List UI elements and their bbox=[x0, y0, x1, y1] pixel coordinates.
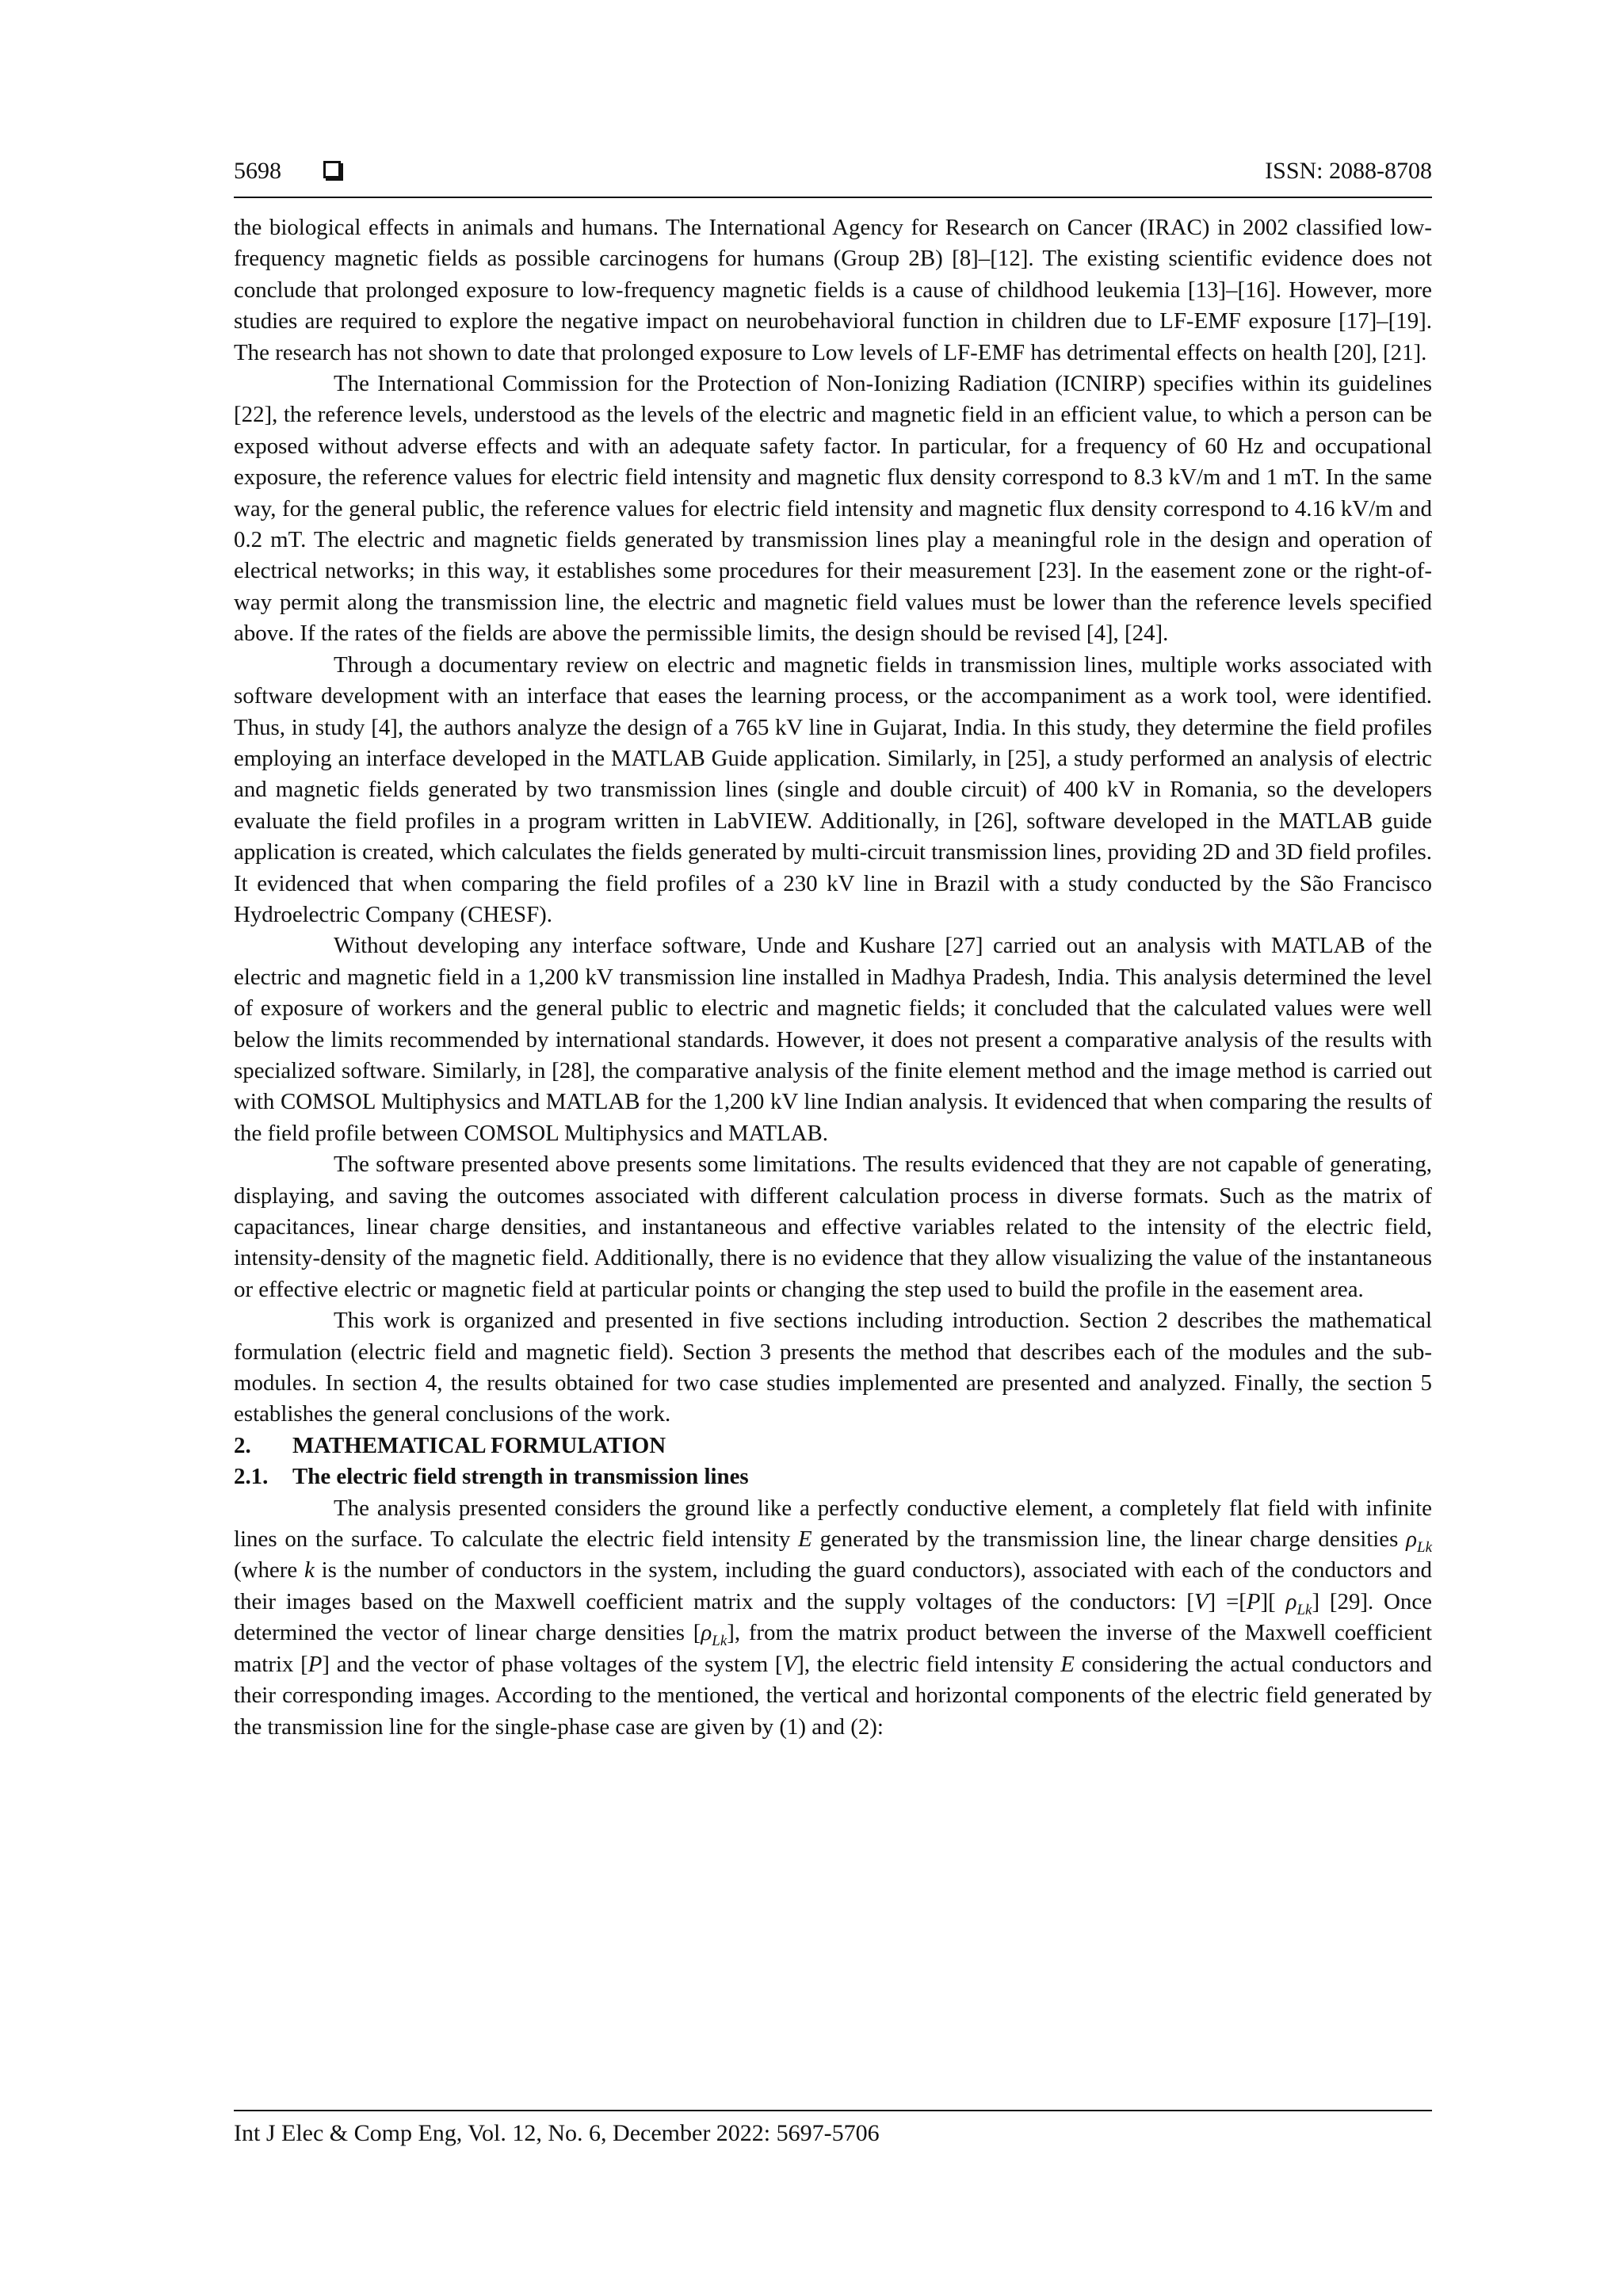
paragraph-2: The International Commission for the Protection of Non-Ionizing Radiation (ICNIRP) specifies within its guidelines [22], the reference levels, understood as the levels of the electric and magnetic field in an efficient value, to which a person can be exposed without adverse effects and with an adequate safety factor. In particular, for a frequency of 60 Hz and occupational exposure, the reference values for electric field intensity and magnetic flux density correspond to 8.3 kV/m and 1 mT. In the same way, for the general public, the reference values for electric field intensity and magnetic flux density correspond to 4.16 kV/m and 0.2 mT. The electric and magnetic fields generated by transmission lines play a meaningful role in the design and operation of electrical networks; in this way, it establishes some procedures for their measurement [23]. In the easement zone or the right-of-way permit along the transmission line, the electric and magnetic field values must be lower than the reference levels specified above. If the rates of the fields are above the permissible limits, the design should be revised [4], [24]. bbox=[234, 371, 1432, 647]
paragraph-1: the biological effects in animals and humans. The International Agency for Research on Cancer (IRAC) in 2002 classified low-frequency magnetic fields as possible carcinogens for humans (Group 2B) [8]–[12]. The existing scientific evidence does not conclude that prolonged exposure to low-frequency magnetic fields is a cause of childhood leukemia [13]–[16]. However, more studies are required to explore the negative impact on neurobehavioral function in children due to LF-EMF exposure [17]–[19]. The research has not shown to date that prolonged exposure to Low levels of LF-EMF has detrimental effects on health [20], [21]. bbox=[234, 215, 1432, 365]
text-run: ][ bbox=[1260, 1588, 1286, 1614]
text-run: is the number of conductors in the system, including the guard conductors), associated with each of the conductors and their images based on the Maxwell coefficient matrix and the supply voltages of the conductors: [ bbox=[234, 1557, 1432, 1614]
text-run: ] =[ bbox=[1208, 1588, 1247, 1614]
subsection-title: The electric field strength in transmission lines bbox=[292, 1464, 749, 1490]
paragraph-6: This work is organized and presented in five sections including introduction. Section 2 describes the mathematical formulation (electric field and magnetic field). Section 3 presents the method that describes each of the modules and the sub-modules. In section 4, the results obtained for two case studies implemented are presented and analyzed. Finally, the section 5 establishes the general conclusions of the work. bbox=[234, 1308, 1432, 1427]
body-text bbox=[234, 212, 1432, 1743]
symbol-rho: ρ bbox=[701, 1620, 712, 1646]
symbol-p: P bbox=[1246, 1588, 1261, 1614]
symbol-p: P bbox=[307, 1651, 323, 1677]
symbol-v: V bbox=[782, 1651, 797, 1677]
symbol-e: E bbox=[798, 1526, 812, 1553]
paragraph-3: Through a documentary review on electric and magnetic fields in transmission lines, multiple works associated with software development with an interface that eases the learning process, or the accompaniment as a work tool, were identified. Thus, in study [4], the authors analyze the design of a 765 kV line in Gujarat, India. In this study, they determine the field profiles employing an interface developed in the MATLAB Guide application. Similarly, in [25], a study performed an analysis of electric and magnetic fields generated by two transmission lines (single and double circuit) of 400 kV in Romania, so the developers evaluate the field profiles in a program written in LabVIEW. Additionally, in [26], software developed in the MATLAB guide application is created, which calculates the fields generated by multi-circuit transmission lines, providing 2D and 3D field profiles. It evidenced that when comparing the field profiles of a 230 kV line in Brazil with a study conducted by the São Francisco Hydroelectric Company (CHESF). bbox=[234, 651, 1432, 927]
page-number: 5698 bbox=[234, 158, 281, 184]
text-run: generated by the transmission line, the linear charge densities bbox=[812, 1526, 1407, 1553]
text-run: considering the actual conductors and their corresponding images. According to the mentioned, the vertical and horizontal components of the electric field generated by the transmission line for the single-phase case are given by (1) and (2): bbox=[234, 1651, 1432, 1740]
subsection-heading bbox=[234, 1461, 1432, 1492]
page-header bbox=[234, 155, 1432, 192]
section-title: MATHEMATICAL FORMULATION bbox=[292, 1432, 666, 1458]
symbol-v: V bbox=[1193, 1588, 1209, 1614]
paragraph-4: Without developing any interface software, Unde and Kushare [27] carried out an analysis with MATLAB of the electric and magnetic field in a 1,200 kV transmission line installed in Madhya Pradesh, India. This analysis determined the level of exposure of workers and the general public to electric and magnetic fields; it concluded that the calculated values were well below the limits recommended by international standards. However, it does not present a comparative analysis of the results with specialized software. Similarly, in [28], the comparative analysis of the finite element method and the image method is carried out with COMSOL Multiphysics and MATLAB for the 1,200 kV line Indian analysis. It evidenced that when comparing the results of the field profile between COMSOL Multiphysics and MATLAB. bbox=[234, 933, 1432, 1146]
subscript-lk: Lk bbox=[712, 1633, 727, 1650]
header-rule bbox=[234, 197, 1432, 198]
text-run: The analysis presented considers the ground like a perfectly conductive element, a completely flat field with infinite lines on the surface. To calculate the electric field intensity bbox=[234, 1495, 1432, 1553]
paragraph-5: The software presented above presents some limitations. The results evidenced that they are not capable of generating, displaying, and saving the outcomes associated with different calculation process in diverse formats. Such as the matrix of capacitances, linear charge densities, and instantaneous and effective variables related to the intensity of the electric field, intensity-density of the magnetic field. Additionally, there is no evidence that they allow visualizing the value of the instantaneous or effective electric or magnetic field at particular points or changing the step used to build the profile in the easement area. bbox=[234, 1152, 1432, 1302]
subscript-lk: Lk bbox=[1417, 1538, 1432, 1556]
paragraph-7 bbox=[234, 1493, 1432, 1743]
page bbox=[234, 0, 1432, 2296]
text-run: ], the electric field intensity bbox=[796, 1651, 1061, 1677]
page-footer: Int J Elec & Comp Eng, Vol. 12, No. 6, December 2022: 5697-5706 bbox=[234, 2120, 880, 2146]
symbol-k: k bbox=[304, 1557, 315, 1584]
section-heading bbox=[234, 1431, 1432, 1461]
symbol-rho: ρ bbox=[1285, 1588, 1297, 1614]
text-run: (where bbox=[234, 1557, 304, 1584]
footer-rule bbox=[234, 2110, 1432, 2111]
square-icon bbox=[323, 161, 341, 178]
subscript-lk: Lk bbox=[1296, 1601, 1312, 1618]
subsection-number: 2.1. bbox=[234, 1464, 269, 1490]
text-run: ], from the matrix product between the inverse of the Maxwell coefficient matrix [ bbox=[234, 1620, 1432, 1677]
issn: ISSN: 2088-8708 bbox=[1265, 158, 1432, 184]
text-run: ] [29]. Once determined the vector of linear charge densities [ bbox=[234, 1588, 1432, 1646]
symbol-e: E bbox=[1060, 1651, 1075, 1677]
symbol-rho: ρ bbox=[1406, 1526, 1417, 1553]
text-run: ] and the vector of phase voltages of the system [ bbox=[322, 1651, 783, 1677]
section-number: 2. bbox=[234, 1432, 251, 1458]
